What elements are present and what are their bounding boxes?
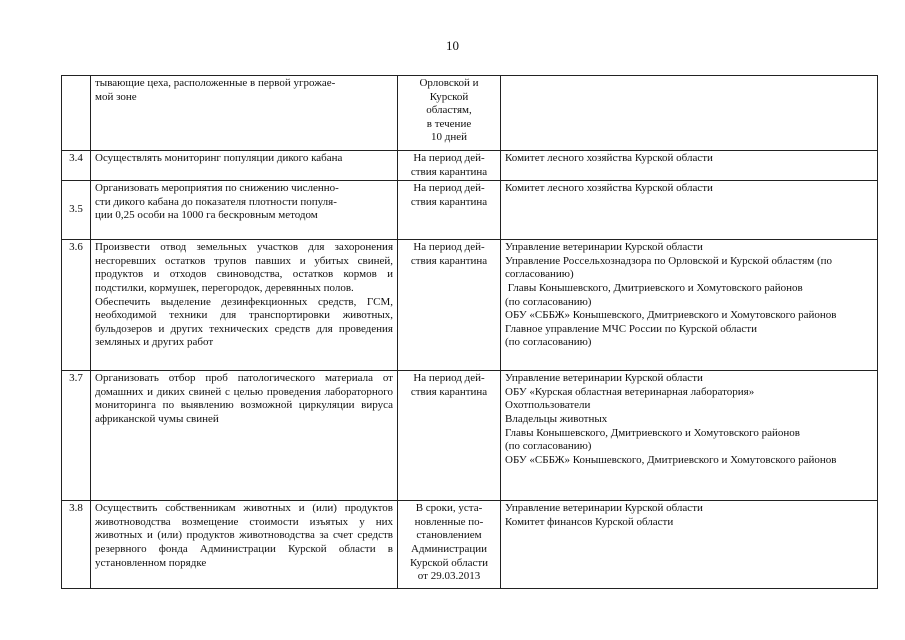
row-number — [62, 76, 91, 151]
term-cell — [398, 501, 501, 589]
responsible-text: Комитет лесного хозяйства Курской области — [505, 182, 713, 195]
table-row — [62, 181, 878, 240]
task-text: Организовать отбор проб патологического материала от домашних и диких свиней с целью проведения лабораторного мониторинга по выявлению возможной циркуляции вируса африканской чумы свиней — [95, 372, 396, 425]
term-text: На период дей- ствия карантина — [410, 372, 488, 398]
table-row — [62, 240, 878, 371]
task-cell — [91, 181, 398, 240]
task-cell — [91, 76, 398, 151]
task-cell — [91, 151, 398, 181]
task-cell — [91, 240, 398, 371]
row-number: 3.6 — [62, 240, 91, 371]
term-cell — [398, 181, 501, 240]
term-text: На период дей- ствия карантина — [410, 152, 488, 178]
task-cell — [91, 371, 398, 501]
responsible-text: Комитет лесного хозяйства Курской области — [505, 152, 713, 164]
responsible-text: Управление ветеринарии Курской области Управление Россельхознадзора по Орловской и Курской областям (по согласованию) Главы Конышевского, Дмитриевского и Хомутовского районов (по согласованию) ОБУ «СББЖ» Конышевского, Дмитриевского и Хомутовского районов Главное управление МЧС России по Курской области (по согласованию) — [505, 241, 837, 349]
term-text: В сроки, уста- новленные по- становлением Администрации Курской области от 29.03.2013 — [409, 502, 489, 583]
task-cell — [91, 501, 398, 589]
term-cell — [398, 76, 501, 151]
page-number: 10 — [446, 38, 459, 53]
responsible-cell — [501, 240, 878, 371]
table-row — [62, 371, 878, 501]
task-text: Осуществлять мониторинг популяции дикого кабана — [95, 152, 343, 164]
task-text: Произвести отвод земельных участков для захоронения несгоревших остатков трупов павших и убитых свиней, продуктов и отходов свиноводства, остатков кормов и подстилки, кормушек, перегородок, деревянных полов. Обеспечить выделение дезинфекционных средств, ГСМ, необходимой техники для транспортировки животных, бульдозеров и других технических средств для проведения земляных и других работ — [95, 241, 393, 349]
row-number: 3.4 — [62, 151, 91, 181]
row-number: 3.8 — [62, 501, 91, 589]
responsible-text: Управление ветеринарии Курской области Комитет финансов Курской области — [505, 502, 703, 528]
responsible-cell — [501, 501, 878, 589]
term-text: На период дей- ствия карантина — [410, 182, 488, 208]
responsible-cell — [501, 181, 878, 240]
row-number: 3.5 — [62, 181, 91, 240]
task-text: Осуществить собственникам животных и (или) продуктов животноводства возмещение стоимости изъятых у них животных и (или) продуктов животноводства за счет средств резервного фонда Администрации Курской области в установленном порядке — [95, 502, 396, 569]
responsible-cell — [501, 151, 878, 181]
term-cell — [398, 240, 501, 371]
task-text: Организовать мероприятия по снижению численно- сти дикого кабана до показателя плотности популя- ции 0,25 особи на 1000 га бескровным методом — [95, 182, 339, 222]
measures-table — [61, 75, 878, 589]
row-number: 3.7 — [62, 371, 91, 501]
term-text: Орловской и Курской областям, в течение 10 дней — [419, 77, 479, 144]
term-cell — [398, 371, 501, 501]
table-row — [62, 76, 878, 151]
table-row — [62, 501, 878, 589]
responsible-cell — [501, 371, 878, 501]
term-cell — [398, 151, 501, 181]
table-row — [62, 151, 878, 181]
term-text: На период дей- ствия карантина — [410, 241, 488, 267]
responsible-cell — [501, 76, 878, 151]
task-text: тывающие цеха, расположенные в первой угрожае- мой зоне — [95, 77, 336, 103]
responsible-text: Управление ветеринарии Курской области ОБУ «Курская областная ветеринарная лаборатория» Охотпользователи Владельцы животных Главы Конышевского, Дмитриевского и Хомутовского районов (по согласованию) ОБУ «СББЖ» Конышевского, Дмитриевского и Хомутовского районов — [505, 372, 837, 466]
